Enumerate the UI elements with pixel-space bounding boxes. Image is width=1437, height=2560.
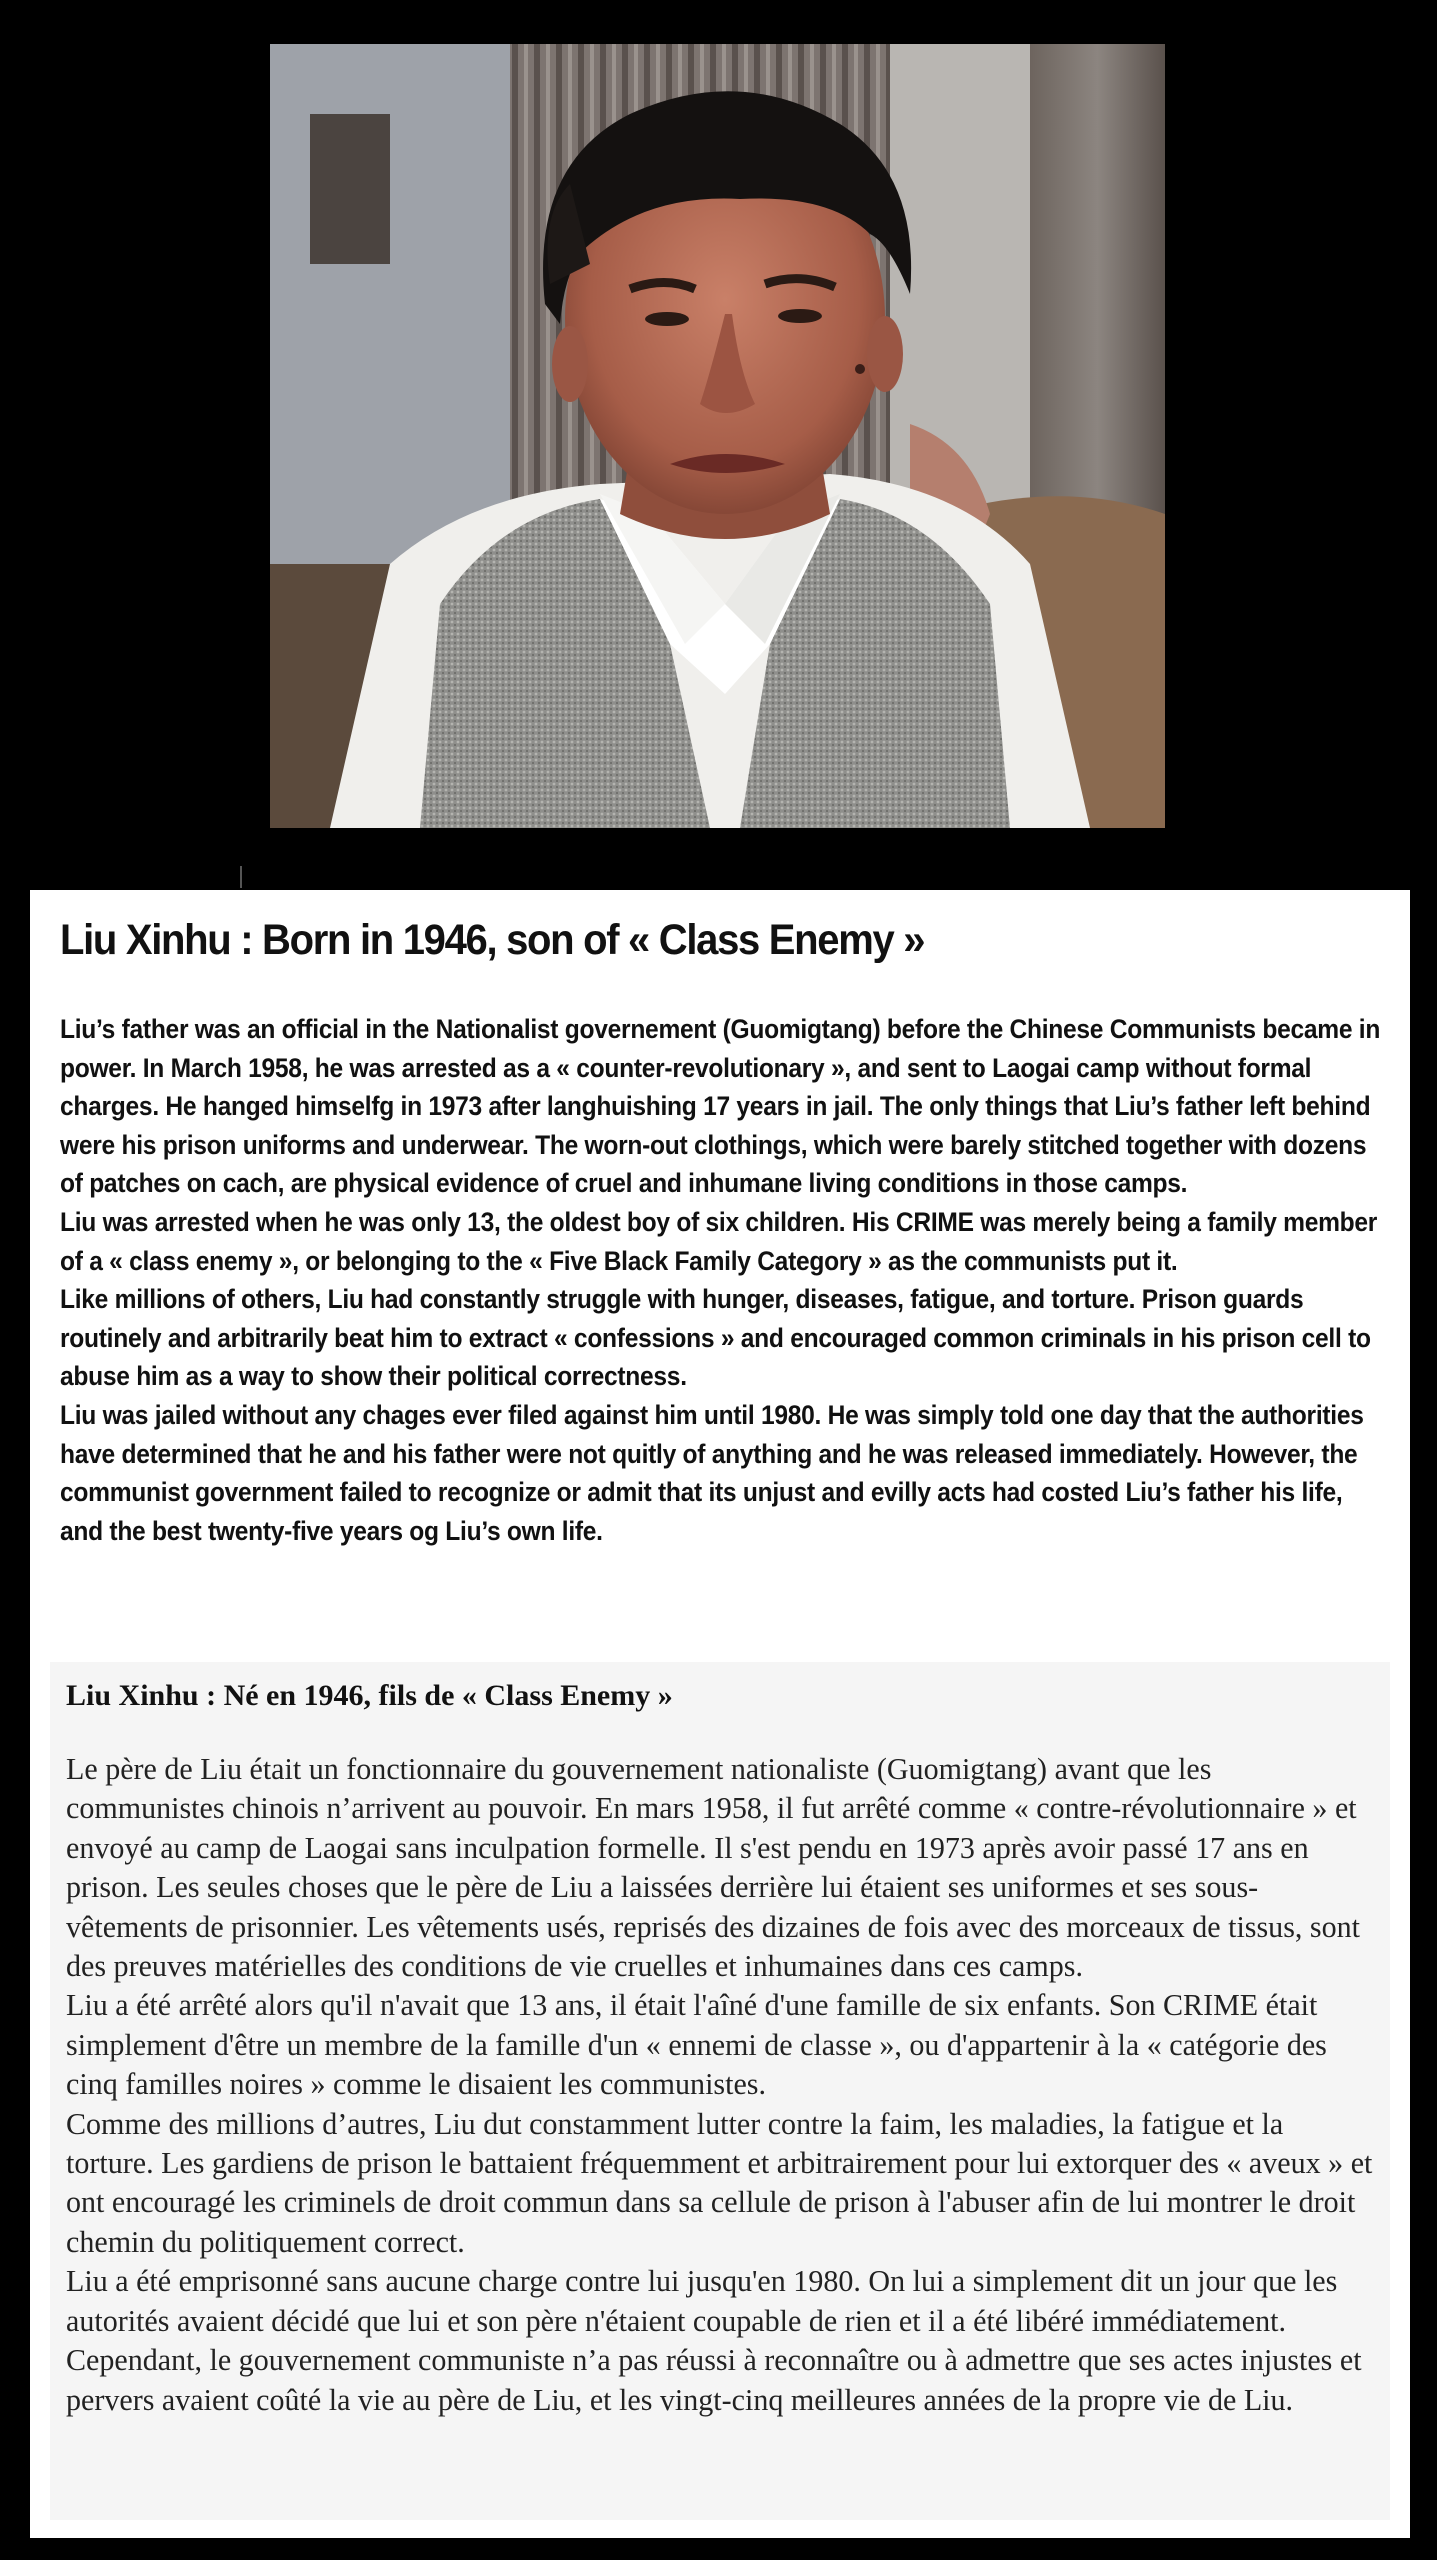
french-title: Liu Xinhu : Né en 1946, fils de « Class Enemy » [66, 1679, 673, 1712]
french-paragraph: Liu a été arrêté alors qu'il n'avait que 13 ans, il était l'aîné d'une famille de six enfants. Son CRIME était simplement d'être un membre de la famille d'un « ennemi de classe », ou d'appartenir à la « catégorie des cinq familles noires » comme le disaient les communistes. [66, 1988, 1327, 2102]
english-paragraph: Like millions of others, Liu had constantly struggle with hunger, diseases, fatigue, and torture. Prison guards routinely and arbitrarily beat him to extract « confessions » and encouraged common criminals in his prison cell to abuse him as a way to show their political correctness. [60, 1284, 1371, 1392]
english-paragraph: Liu was jailed without any chages ever filed against him until 1980. He was simply told one day that the authorities have determined that he and his father were not quitly of anything and he was released immediately. However, the communist government failed to recognize or admit that its unjust and evilly acts had costed Liu’s father his life, and the best twenty-five years og Liu’s own life. [60, 1399, 1364, 1546]
french-paragraph: Le père de Liu était un fonctionnaire du gouvernement nationaliste (Guomigtang) avant que les communistes chinois n’arrivent au pouvoir. En mars 1958, il fut arrêté comme « contre-révolutionnaire » et envoyé au camp de Laogai sans inculpation formelle. Il s'est pendu en 1973 après avoir passé 17 ans en prison. Les seules choses que le père de Liu a laissées derrière lui étaient ses uniformes et ses sous-vêtements de prisonnier. Les vêtements usés, reprisés des dizaines de fois avec des morceaux de tissus, sont des preuves matérielles des conditions de vie cruelles et inhumaines dans ces camps. [66, 1752, 1360, 1984]
french-paragraph: Liu a été emprisonné sans aucune charge contre lui jusqu'en 1980. On lui a simplement dit un jour que les autorités avaient décidé que lui et son père n'étaient coupable de rien et il a été libéré immédiatement. Cependant, le gouvernement communiste n’a pas réussi à reconnaître ou à admettre que ses actes injustes et pervers avaient coûté la vie au père de Liu, et les vingt-cinq meilleures années de la propre vie de Liu. [66, 2264, 1362, 2417]
caption-panel [30, 890, 1410, 2538]
portrait-illustration [270, 44, 1165, 828]
portrait-photo [270, 44, 1165, 828]
french-paragraph: Comme des millions d’autres, Liu dut constamment lutter contre la faim, les maladies, la fatigue et la torture. Les gardiens de prison le battaient fréquemment et arbitrairement pour lui extorquer des « aveux » et ont encouragé les criminels de droit commun dans sa cellule de prison à l'abuser afin de lui montrer le droit chemin du politiquement correct. [66, 2106, 1373, 2259]
english-title: Liu Xinhu : Born in 1946, son of « Class Enemy » [60, 916, 925, 964]
english-body [60, 1010, 1389, 1550]
french-section [50, 1662, 1390, 2520]
english-paragraph: Liu’s father was an official in the Nationalist governement (Guomigtang) before the Chinese Communists became in power. In March 1958, he was arrested as a « counter-revolutionary », and sent to Laogai camp without formal charges. He hanged himselfg in 1973 after langhuishing 17 years in jail. The only things that Liu’s father left behind were his prison uniforms and underwear. The worn-out clothings, which were barely stitched together with dozens of patches on cach, are physical evidence of cruel and inhumane living conditions in those camps. [60, 1014, 1381, 1199]
french-body [66, 1750, 1376, 2420]
divider-mark [240, 866, 242, 888]
english-paragraph: Liu was arrested when he was only 13, the oldest boy of six children. His CRIME was merely being a family member of a « class enemy », or belonging to the « Five Black Family Category » as the communists put it. [60, 1206, 1378, 1276]
